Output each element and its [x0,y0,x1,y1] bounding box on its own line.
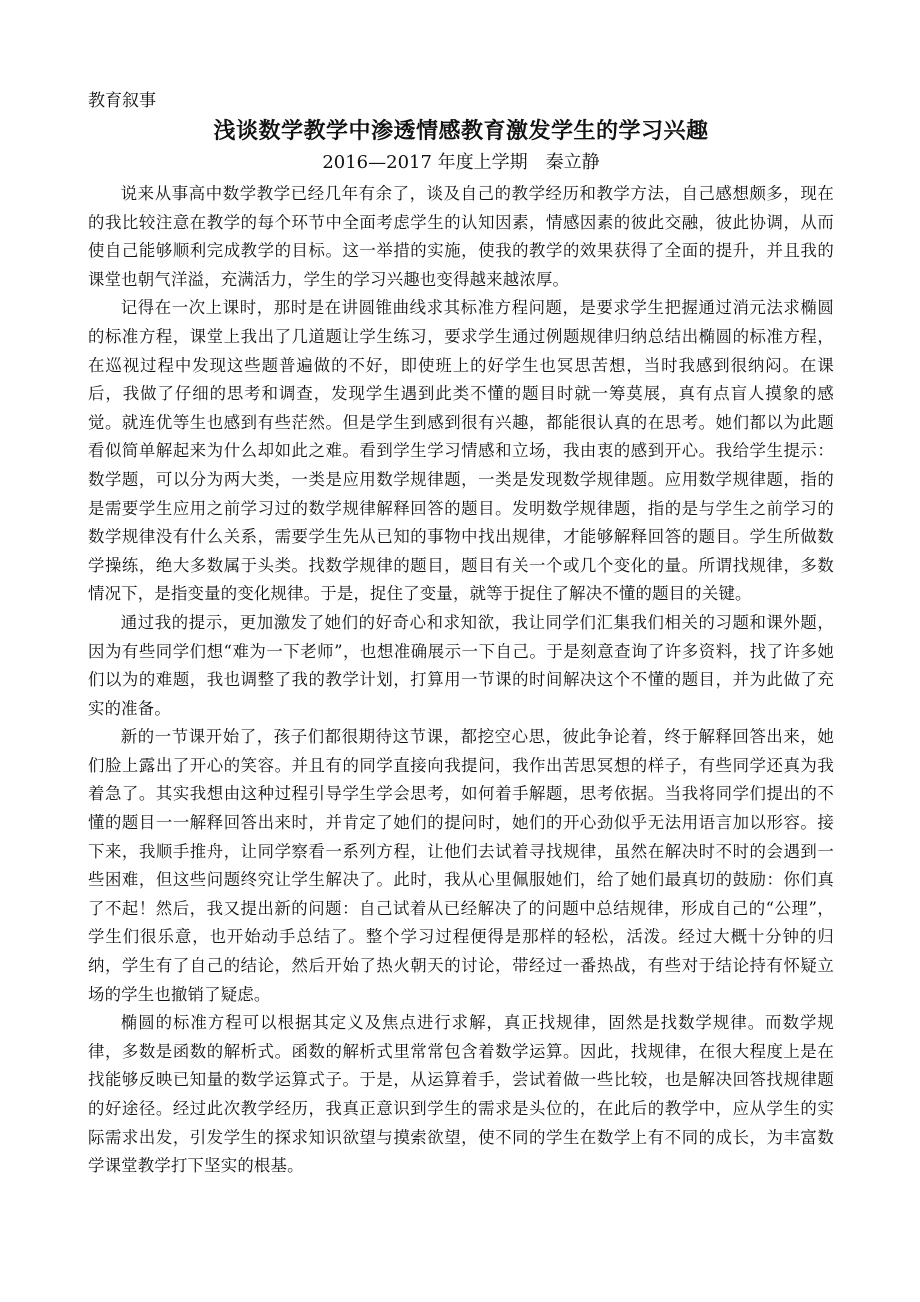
body-paragraph: 记得在一次上课时，那时是在讲圆锥曲线求其标准方程问题，是要求学生把握通过消元法求椭圆的标准方程，课堂上我出了几道题让学生练习，要求学生通过例题规律归纳总结出椭圆的标准方程，在巡视过程中发现这些题普遍做的不好，即使班上的好学生也冥思苦想，当时我感到很纳闷。在课后，我做了仔细的思考和调查，发现学生遇到此类不懂的题目时就一筹莫展，真有点盲人摸象的感觉。就连优等生也感到有些茫然。但是学生到感到很有兴趣，都能很认真的在思考。她们都以为此题看似简单解起来为什么却如此之难。看到学生学习情感和立场，我由衷的感到开心。我给学生提示：数学题，可以分为两大类，一类是应用数学规律题，一类是发现数学规律题。应用数学规律题，指的是需要学生应用之前学习过的数学规律解释回答的题目。发明数学规律题，指的是与学生之前学习的数学规律没有什么关系，需要学生先从已知的事物中找出规律，才能够解释回答的题目。学生所做数学操练，绝大多数属于头类。找数学规律的题目，题目有关一个或几个变化的量。所谓找规律，多数情况下，是指变量的变化规律。于是，捉住了变量，就等于捉住了解决不懂的题目的关键。 [88,298,834,604]
body-paragraph: 新的一节课开始了，孩子们都很期待这节课，都挖空心思，彼此争论着，终于解释回答出来，她们脸上露出了开心的笑容。并且有的同学直接向我提问，我作出苦思冥想的样子，有些同学还真为我着急了。其实我想由这种过程引导学生学会思考，如何着手解题，思考依据。当我将同学们提出的不懂的题目一一解释回答出来时，并肯定了她们的提问时，她们的开心劲似乎无法用语言加以形容。接下来，我顺手推舟，让同学察看一系列方程，让他们去试着寻找规律，虽然在解决时不时的会遇到一些困难，但这些问题终究让学生解决了。此时，我从心里佩服她们，给了她们最真切的鼓励：你们真了不起！然后，我又提出新的问题：自己试着从已经解决了的问题中总结规律，形成自己的“公理”，学生们很乐意，也开始动手总结了。整个学习过程便得是那样的轻松，活泼。经过大概十分钟的归纳，学生有了自己的结论，然后开始了热火朝天的讨论，带经过一番热战，有些对于结论持有怀疑立场的学生也撤销了疑虑。 [88,727,834,1004]
document-category: 教育叙事 [88,91,156,111]
body-paragraph: 通过我的提示，更加激发了她们的好奇心和求知欲，我让同学们汇集我们相关的习题和课外题，因为有些同学们想“难为一下老师”，也想准确展示一下自己。于是刻意查询了许多资料，找了许多她们以为的难题，我也调整了我的教学计划，打算用一节课的时间解决这个不懂的题目，并为此做了充实的准备。 [88,612,834,718]
body-paragraph: 椭圆的标准方程可以根据其定义及焦点进行求解，真正找规律，固然是找数学规律。而数学规律，多数是函数的解析式。函数的解析式里常常包含着数学运算。因此，找规律，在很大程度上是在找能够反映已知量的数学运算式子。于是，从运算着手，尝试着做一些比较，也是解决回答找规律题的好途径。经过此次教学经历，我真正意识到学生的需求是头位的，在此后的教学中，应从学生的实际需求出发，引发学生的探求知识欲望与摸索欲望，使不同的学生在数学上有不同的成长，为丰富数学课堂教学打下坚实的根基。 [88,1013,834,1176]
document-body [88,180,834,1181]
document-byline: 2016—2017 年度上学期 秦立静 [322,152,600,173]
body-paragraph: 说来从事高中数学教学已经几年有余了，谈及自己的教学经历和教学方法，自己感想颇多，现在的我比较注意在教学的每个环节中全面考虑学生的认知因素，情感因素的彼此交融，彼此协调，从而使自己能够顺利完成教学的目标。这一举措的实施，使我的教学的效果获得了全面的提升，并且我的课堂也朝气洋溢，充满活力，学生的学习兴趣也变得越来越浓厚。 [88,184,834,289]
document-title: 浅谈数学教学中渗透情感教育激发学生的学习兴趣 [213,119,709,144]
